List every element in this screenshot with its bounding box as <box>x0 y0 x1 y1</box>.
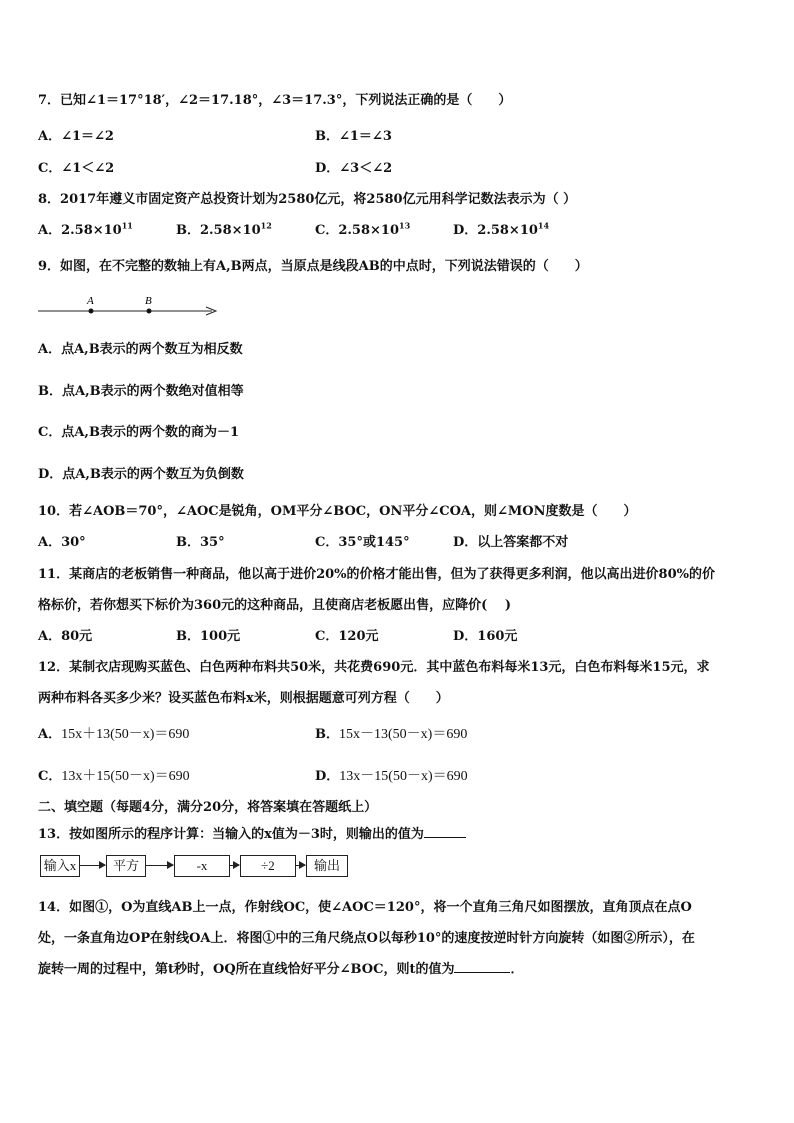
q12-option-d-label: D． <box>315 769 340 784</box>
q12-option-b <box>315 723 467 743</box>
q7-stem: 7．已知∠1＝17°18′，∠2＝17.18°，∠3＝17.3°，下列说法正确的是（ ） <box>38 93 512 108</box>
q12-option-c-equation: 13x＋15(50－x)＝690 <box>61 769 190 784</box>
q8-option-c-base: C．2.58×10 <box>315 223 399 238</box>
q12-option-a-equation: 15x＋13(50－x)＝690 <box>61 727 190 742</box>
flow-arrow-4 <box>296 865 305 866</box>
q14-line3 <box>38 958 523 977</box>
q7-option-a: A．∠1＝∠2 <box>38 129 114 144</box>
q12-option-b-equation: 15x－13(50－x)＝690 <box>339 727 468 742</box>
q11-option-a: A．80元 <box>38 629 93 644</box>
q10-option-d: D．以上答案都不对 <box>453 535 569 550</box>
section-heading-fill-in: 二、填空题（每题4分，满分20分，将答案填在答题纸上） <box>38 800 378 815</box>
q7-option-b: B．∠1＝∠3 <box>315 129 392 144</box>
q9-option-a: A．点A,B表示的两个数互为相反数 <box>38 342 243 357</box>
q8-option-a-base: A．2.58×10 <box>38 223 122 238</box>
q12-option-a-label: A． <box>38 727 62 742</box>
flow-box-output: 输出 <box>306 855 348 877</box>
q11-option-c: C．120元 <box>315 629 379 644</box>
q14-line2: 处，一条直角边OP在射线OA上．将图①中的三角尺绕点O以每秒10°的速度按逆时针方向旋转（如图②所示），在 <box>38 931 695 946</box>
q8-stem: 8．2017年遵义市固定资产总投资计划为2580亿元，将2580亿元用科学记数法表示为（ ） <box>38 192 577 207</box>
q12-option-c-label: C． <box>38 769 62 784</box>
q8-option-b-base: B．2.58×10 <box>176 223 261 238</box>
flow-box-square: 平方 <box>106 855 146 877</box>
flow-box-minus-x: -x <box>174 855 230 877</box>
q13-stem <box>38 823 466 842</box>
q14-line3-end: ． <box>510 962 524 977</box>
q8-option-c-exp: 13 <box>399 220 411 231</box>
point-a-label: A <box>87 295 94 307</box>
q8-option-b-exp: 12 <box>260 220 272 231</box>
q7-option-d: D．∠3＜∠2 <box>315 161 393 176</box>
q11-stem-line2: 格标价，若你想买下标价为360元的这种商品，且使商店老板愿出售，应降价( ) <box>38 598 511 613</box>
q12-option-b-label: B． <box>315 727 339 742</box>
q10-option-c: C．35°或145° <box>315 535 410 550</box>
q8-option-a <box>38 219 133 238</box>
q8-option-d-exp: 14 <box>537 220 550 231</box>
q14-line1: 14．如图①，O为直线AB上一点，作射线OC，使∠AOC＝120°，将一个直角三角尺如图摆放，直角顶点在点O <box>38 900 692 915</box>
flow-arrow-1 <box>80 865 105 866</box>
q8-option-b <box>176 219 272 238</box>
q8-option-d <box>453 219 549 238</box>
flow-arrow-3 <box>230 865 239 866</box>
q13-stem-text: 13．按如图所示的程序计算：当输入的x值为－3时，则输出的值为 <box>38 827 424 842</box>
q9-option-d: D．点A,B表示的两个数互为负倒数 <box>38 467 244 482</box>
flow-arrow-2 <box>146 865 173 866</box>
q10-option-b: B．35° <box>176 535 225 550</box>
q12-stem-line1: 12．某制衣店现购买蓝色、白色两种布料共50米，共花费690元．其中蓝色布料每米13元，白色布料每米15元，求 <box>38 660 710 675</box>
q10-stem: 10．若∠AOB＝70°，∠AOC是锐角，OM平分∠BOC，ON平分∠COA，则∠MON度数是（ ） <box>38 504 637 519</box>
point-a <box>89 309 94 314</box>
q12-option-d-equation: 13x－15(50－x)＝690 <box>339 769 468 784</box>
q9-option-b: B．点A,B表示的两个数绝对值相等 <box>38 384 244 399</box>
q14-answer-blank <box>454 960 510 973</box>
point-b <box>147 309 152 314</box>
q13-answer-blank <box>424 825 466 838</box>
q12-option-c <box>38 765 190 785</box>
q11-stem-line1: 11．某商店的老板销售一种商品，他以高于进价20%的价格才能出售，但为了获得更多利润，他以高出进价80%的价 <box>38 567 715 582</box>
q9-option-c: C．点A,B表示的两个数的商为－1 <box>38 425 239 440</box>
flow-box-divide-2: ÷2 <box>240 855 296 877</box>
number-line-figure <box>36 290 226 322</box>
q9-stem: 9．如图，在不完整的数轴上有A,B两点，当原点是线段AB的中点时，下列说法错误的（ ） <box>38 259 588 274</box>
q8-option-a-exp: 11 <box>121 220 133 231</box>
q12-option-a <box>38 723 189 743</box>
q8-option-c <box>315 219 410 238</box>
flow-box-input: 输入x <box>40 855 80 877</box>
q7-option-c: C．∠1＜∠2 <box>38 161 115 176</box>
q12-option-d <box>315 765 468 785</box>
q10-option-a: A．30° <box>38 535 86 550</box>
point-b-label: B <box>145 295 152 307</box>
q8-option-d-base: D．2.58×10 <box>453 223 538 238</box>
q11-option-d: D．160元 <box>453 629 518 644</box>
q11-option-b: B．100元 <box>176 629 241 644</box>
q12-stem-line2: 两种布料各买多少米？设买蓝色布料x米，则根据题意可列方程（ ） <box>38 691 449 706</box>
q14-line3-text: 旋转一周的过程中，第t秒时，OQ所在直线恰好平分∠BOC，则t的值为 <box>38 962 455 977</box>
